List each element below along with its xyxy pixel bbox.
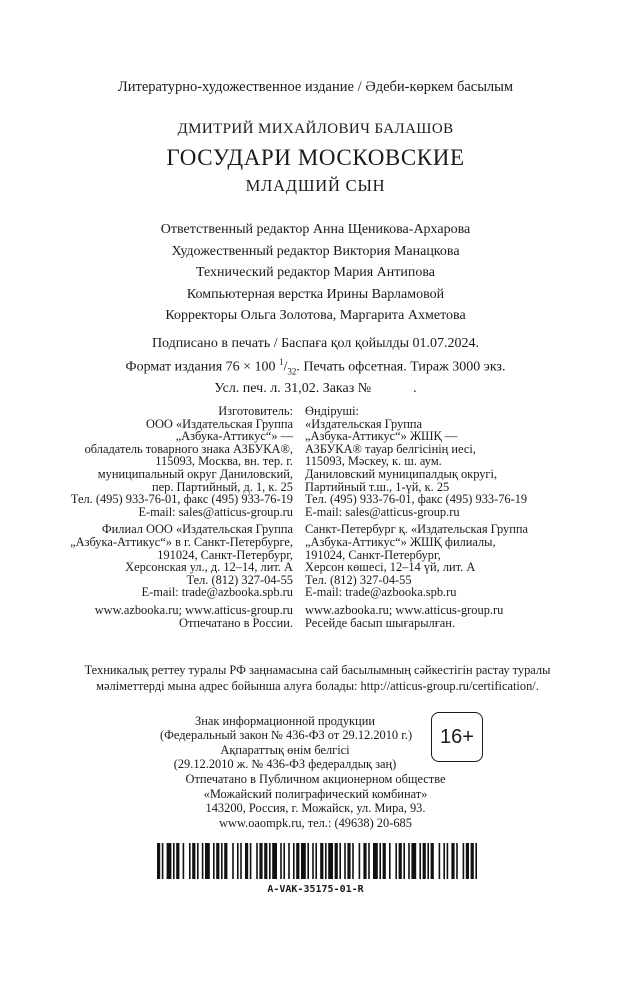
signed-line: Подписано в печать / Баспаға қол қойылды 01.07.2024. — [151, 336, 480, 351]
genre-line: Литературно-художественное издание / Әдеби-көркем басылым — [117, 79, 514, 95]
info-line: www.azbooka.ru; www.atticus-group.ru — [94, 602, 293, 617]
printer-line: 143200, Россия, г. Можайск, ул. Мира, 93. — [205, 801, 426, 816]
barcode-bar — [167, 843, 172, 879]
barcode-bar — [475, 843, 477, 879]
info-line: E-mail: sales@atticus-group.ru — [305, 504, 460, 519]
barcode-bar — [373, 843, 378, 879]
info-line: „Азбука-Аттикус“» ЖШҚ — — [305, 429, 458, 444]
barcode-bar — [192, 843, 195, 879]
barcode-bar — [176, 843, 179, 879]
barcode-bar — [269, 843, 271, 879]
barcode-bar — [439, 843, 441, 879]
printer-line: «Можайский полиграфический комбинат» — [203, 786, 428, 801]
barcode-bar — [411, 843, 416, 879]
barcode-bar — [399, 843, 402, 879]
barcode-bar — [183, 843, 185, 879]
credit-line: Технический редактор Мария Антипова — [196, 265, 435, 281]
info-line: E-mail: trade@azbooka.spb.ru — [305, 585, 457, 600]
barcode-bar — [301, 843, 306, 879]
barcode-bar — [240, 843, 242, 879]
tech-regulation-note — [60, 662, 575, 694]
barcode-bar — [320, 843, 323, 879]
barcode-bar — [347, 843, 350, 879]
barcode-bar — [232, 843, 234, 879]
barcode-bar — [447, 843, 449, 879]
barcode-bar — [379, 843, 381, 879]
barcode-bar — [403, 843, 405, 879]
barcode-bar — [383, 843, 386, 879]
barcode-bar — [237, 843, 239, 879]
printer-line: www.oaompk.ru, тел.: (49638) 20-685 — [219, 815, 412, 830]
barcode-bar — [293, 843, 295, 879]
barcode-bar — [245, 843, 248, 879]
barcode-bar — [456, 843, 458, 879]
barcode-bar — [259, 843, 262, 879]
format-prefix: Формат издания 76 × 100 — [125, 359, 276, 375]
barcode-bar — [389, 843, 391, 879]
info-line: Санкт-Петербург қ. «Издательская Группа — [305, 522, 529, 537]
barcode-bar — [368, 843, 370, 879]
info-line: E-mail: trade@azbooka.spb.ru — [141, 585, 293, 600]
barcode-bar — [312, 843, 314, 879]
barcode-bar — [256, 843, 258, 879]
info-line: ООО «Издательская Группа — [146, 416, 293, 431]
info-line: Тел. (812) 327-04-55 — [186, 572, 293, 587]
info-line: Тел. (495) 933-76-01, факс (495) 933-76-19 — [305, 492, 528, 507]
barcode-bar — [328, 843, 333, 879]
info-line: Тел. (812) 327-04-55 — [305, 572, 412, 587]
barcode-bar — [471, 843, 474, 879]
barcode-bar — [162, 843, 164, 879]
manufacturer-info-kz — [305, 405, 575, 629]
barcode-bar — [197, 843, 199, 879]
printer-info — [0, 772, 631, 830]
format-line: Формат издания 76 × 100 $^1/_{32}$. Печать офсетная. Тираж 3000 экз. — [125, 357, 506, 377]
info-line: Тел. (495) 933-76-01, факс (495) 933-76-19 — [70, 492, 293, 507]
format-fraction-num: 1 — [279, 357, 284, 367]
barcode-bar — [344, 843, 346, 879]
barcode-bar — [205, 843, 210, 879]
barcode-bar — [202, 843, 204, 879]
info-line: АЗБУКА® тауар белгісінің иесі, — [305, 441, 476, 456]
barcode-bar — [283, 843, 285, 879]
info-line: „Азбука-Аттикус“» — — [175, 429, 293, 444]
info-line: 191024, Санкт-Петербург, — [305, 547, 441, 562]
info-line: www.azbooka.ru; www.atticus-group.ru — [305, 602, 504, 617]
barcode-bar — [173, 843, 175, 879]
info-line: Херсонская ул., д. 12–14, лит. А — [125, 560, 293, 575]
barcode-bar — [315, 843, 317, 879]
info-line: муниципальный округ Даниловский, — [97, 466, 293, 481]
info-line: Херсон көшесі, 12–14 үй, лит. А — [305, 560, 476, 575]
book-subtitle: МЛАДШИЙ СЫН — [245, 176, 386, 195]
barcode-bar — [463, 843, 465, 879]
order-line: Усл. печ. л. 31,02. Заказ № . — [214, 381, 417, 397]
info-line: „Азбука-Аттикус“» в г. Санкт-Петербурге, — [70, 534, 293, 549]
barcode-bar — [325, 843, 327, 879]
barcode-bar — [335, 843, 338, 879]
credit-line: Художественный редактор Виктория Манацкова — [171, 243, 460, 259]
barcode-bar — [216, 843, 219, 879]
age-rating-info — [160, 714, 413, 772]
info-line: Партийный т.ш., 1-үй, к. 25 — [305, 479, 450, 494]
barcode-bar — [363, 843, 366, 879]
print-info — [0, 335, 631, 398]
barcode-bar — [250, 843, 252, 879]
info-line: пер. Партийный, д. 1, к. 25 — [152, 479, 293, 494]
credit-line: Корректоры Ольга Золотова, Маргарита Ахметова — [165, 308, 466, 324]
age-rating-badge: 16+ — [431, 712, 483, 762]
barcode-bar — [288, 843, 290, 879]
barcode-bar — [224, 843, 227, 879]
info-line: E-mail: sales@atticus-group.ru — [138, 504, 293, 519]
barcode-bar — [466, 843, 469, 879]
barcode-number: A-VAK-35175-01-R — [267, 884, 364, 895]
barcode-bar — [443, 843, 445, 879]
barcode-bar — [419, 843, 421, 879]
info-line: «Издательская Группа — [305, 416, 423, 431]
note-line: мәліметтерді мына адрес бойынша алуға болады: http://atticus-group.ru/certification/. — [96, 679, 539, 693]
printer-line: Отпечатано в Публичном акционерном обществе — [185, 772, 446, 786]
barcode-bar — [307, 843, 309, 879]
info-line: обладатель товарного знака АЗБУКА®, — [84, 441, 293, 456]
credit-line: Ответственный редактор Анна Щеникова-Архарова — [160, 222, 471, 237]
author-name: ДМИТРИЙ МИХАЙЛОВИЧ БАЛАШОВ — [177, 121, 454, 137]
info-line: „Азбука-Аттикус“» ЖШҚ филиалы, — [305, 534, 496, 549]
barcode-bar — [408, 843, 410, 879]
barcode — [157, 843, 477, 879]
barcode-bar — [451, 843, 454, 879]
format-fraction-den: 32 — [287, 366, 297, 377]
info-line: 191024, Санкт-Петербург, — [157, 547, 293, 562]
info-line: Ресейде басып шығарылған. — [305, 615, 456, 630]
info-line: 115093, Мәскеу, к. ш. аум. — [305, 454, 442, 469]
barcode-bar — [264, 843, 267, 879]
age-info-line: Знак информационной продукции — [195, 714, 375, 728]
book-title: ГОСУДАРИ МОСКОВСКИЕ — [166, 145, 465, 170]
barcode-bar — [157, 843, 160, 879]
manufacturer-info-ru — [60, 405, 293, 629]
format-suffix: . Печать офсетная. Тираж 3000 экз. — [296, 359, 506, 375]
barcode-bar — [395, 843, 397, 879]
note-line: Техникалық реттеу туралы РФ заңнамасына сай басылымның сәйкестігін растау туралы — [84, 663, 551, 677]
info-line: Филиал ООО «Издательская Группа — [101, 522, 293, 537]
barcode-bar — [352, 843, 354, 879]
barcode-bar — [189, 843, 191, 879]
age-info-line: (Федеральный закон № 436-ФЗ от 29.12.2010 г.) — [160, 728, 413, 743]
barcode-bar — [431, 843, 434, 879]
barcode-bar — [221, 843, 223, 879]
info-line: Изготовитель: — [218, 404, 293, 418]
barcode-bar — [359, 843, 361, 879]
credit-line: Компьютерная верстка Ирины Варламовой — [186, 286, 445, 302]
info-line: Отпечатано в России. — [179, 615, 293, 630]
barcode-bar — [280, 843, 282, 879]
age-info-line: (29.12.2010 ж. № 436-ФЗ федералдық заң) — [173, 757, 397, 772]
info-line: Өндіруші: — [305, 404, 359, 418]
info-line: 115093, Москва, вн. тер. г. — [155, 454, 293, 469]
barcode-bar — [296, 843, 299, 879]
barcode-bar — [423, 843, 426, 879]
barcode-bar — [339, 843, 341, 879]
info-line: Даниловский муниципалдық округі, — [305, 466, 498, 481]
credits-block — [0, 219, 631, 327]
barcode-bar — [272, 843, 277, 879]
barcode-bar — [213, 843, 215, 879]
barcode-bar — [427, 843, 429, 879]
age-info-line: Ақпараттық өнім белгісі — [220, 742, 350, 757]
